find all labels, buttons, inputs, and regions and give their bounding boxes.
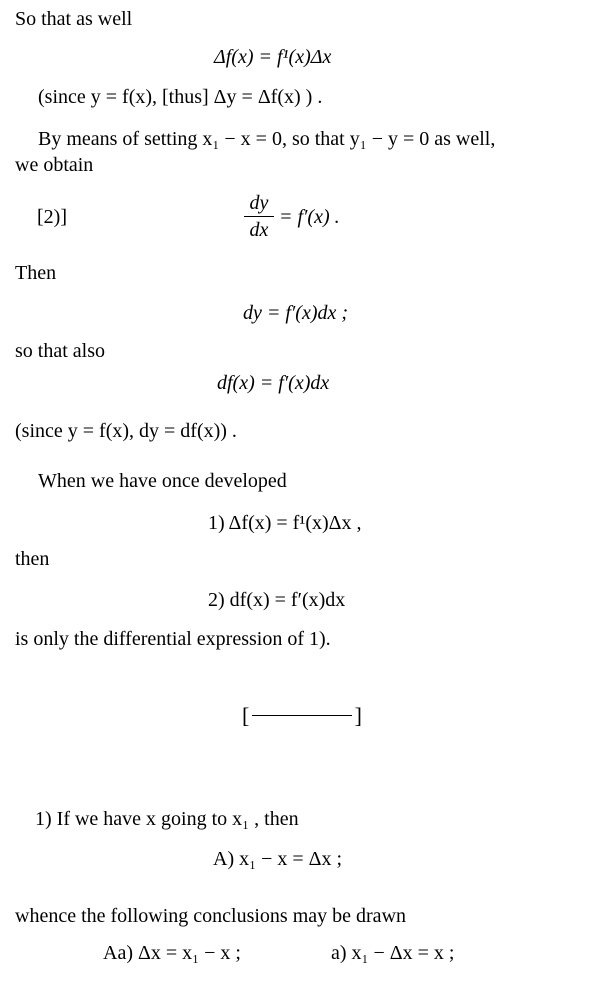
equation-label: [2)]	[37, 206, 67, 228]
text-line: (since y = f(x), [thus] Δy = Δf(x) ) .	[38, 86, 323, 108]
fraction-denominator: dx	[249, 219, 269, 241]
equation: Aa) Δx = x₁ − x ;	[103, 942, 241, 964]
equation: dy = f′(x)dx ;	[243, 302, 349, 324]
text-line: then	[15, 548, 50, 570]
section-separator	[242, 704, 362, 728]
text-line: By means of setting x₁ − x = 0, so that y₁ − y = 0 as well,	[38, 128, 496, 150]
separator-right-bracket: ]	[354, 703, 362, 728]
equation: a) x₁ − Δx = x ;	[331, 942, 455, 964]
text-line: When we have once developed	[38, 470, 287, 492]
text-line: 1) If we have x going to x₁ , then	[35, 808, 299, 830]
text-line: So that as well	[15, 8, 133, 30]
fraction	[244, 192, 274, 241]
text-line: (since y = f(x), dy = df(x)) .	[15, 420, 237, 442]
separator-rule	[252, 715, 352, 716]
fraction-numerator: dy	[249, 192, 269, 214]
text-line: Then	[15, 262, 57, 284]
equation: 2) df(x) = f′(x)dx	[208, 589, 346, 611]
equation: Δf(x) = f¹(x)Δx	[214, 46, 332, 68]
text-line: we obtain	[15, 154, 94, 176]
fraction-bar	[244, 216, 274, 217]
text-line: is only the differential expression of 1).	[15, 628, 331, 650]
separator-left-bracket: [	[242, 703, 250, 728]
equation: = f′(x) .	[279, 206, 340, 228]
text-line: whence the following conclusions may be drawn	[15, 905, 407, 927]
equation: 1) Δf(x) = f¹(x)Δx ,	[208, 512, 362, 534]
equation: A) x₁ − x = Δx ;	[213, 848, 343, 870]
equation: df(x) = f′(x)dx	[217, 372, 330, 394]
text-line: so that also	[15, 340, 105, 362]
